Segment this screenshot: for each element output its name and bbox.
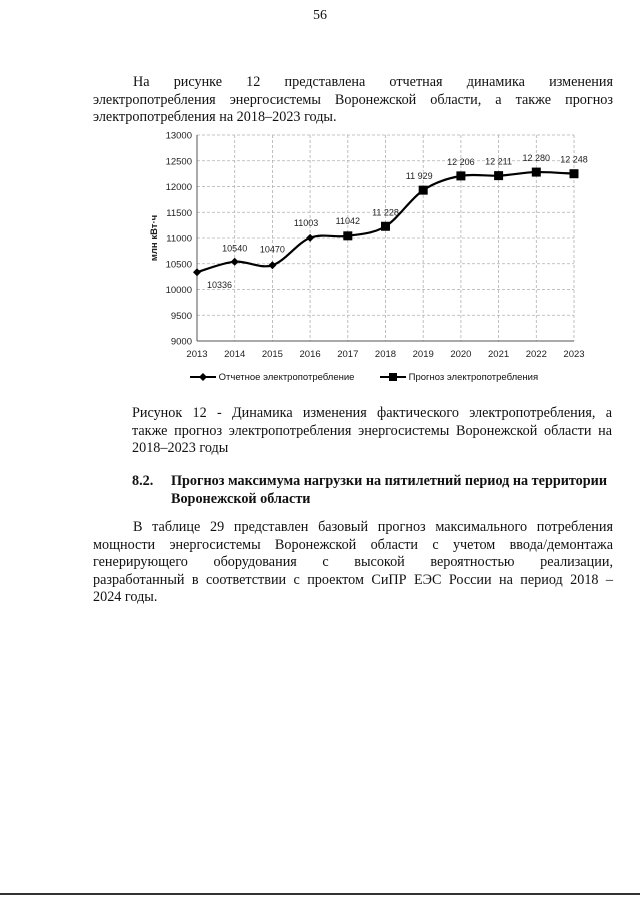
marker-actual-2013 xyxy=(193,268,201,276)
data-label-2022: 12 280 xyxy=(522,153,551,164)
intro-line-3: электропотребления на 2018–2023 годы. xyxy=(93,109,337,125)
x-tick-label: 2018 xyxy=(374,349,397,360)
y-tick-label: 12000 xyxy=(165,182,192,193)
data-label-2018: 11 228 xyxy=(372,207,399,218)
marker-forecast-2019 xyxy=(419,186,428,195)
data-label-2021: 12 211 xyxy=(485,156,513,167)
figure-caption xyxy=(132,405,612,458)
chart-svg xyxy=(150,128,620,373)
chart-legend xyxy=(190,372,610,388)
body-line-1: В таблице 29 представлен базовый прогноз максимального потребления xyxy=(133,519,613,535)
legend-label-forecast: Прогноз электропотребления xyxy=(408,372,539,383)
y-tick-label: 9500 xyxy=(170,310,192,322)
legend-swatch-forecast xyxy=(380,372,406,382)
body-paragraph xyxy=(93,519,613,607)
data-label-2020: 12 206 xyxy=(447,156,475,167)
x-tick-label: 2014 xyxy=(224,349,246,360)
marker-forecast-2017 xyxy=(343,231,352,240)
intro-line-1: На рисунке 12 представлена отчетная динамика изменения xyxy=(133,74,613,90)
marker-forecast-2023 xyxy=(570,169,579,178)
marker-actual-2015 xyxy=(268,261,276,269)
legend-swatch-actual xyxy=(190,372,216,382)
data-label-2023: 12 248 xyxy=(560,154,588,165)
data-label-2016: 11003 xyxy=(293,217,319,228)
marker-actual-2016 xyxy=(306,234,314,242)
section-title: Прогноз максимума нагрузки на пятилетний период на территории Воронежской области xyxy=(171,473,608,507)
caption-line-1: Рисунок 12 - Динамика изменения фактического электропотребления, а xyxy=(132,405,612,421)
y-tick-label: 10000 xyxy=(165,285,192,296)
data-label-2019: 11 929 xyxy=(405,171,433,182)
consumption-chart xyxy=(150,128,620,388)
y-tick-label: 10500 xyxy=(165,259,192,271)
y-tick-label: 12500 xyxy=(165,156,192,168)
body-line-2: мощности энергосистемы Воронежской области с учетом ввода/демонтажа xyxy=(93,536,613,553)
y-tick-label: 11000 xyxy=(166,233,192,245)
page-number: 56 xyxy=(313,8,327,23)
data-label-2017: 11042 xyxy=(335,215,360,226)
x-tick-label: 2021 xyxy=(488,349,510,360)
marker-forecast-2020 xyxy=(456,171,465,180)
bottom-rule xyxy=(0,893,640,895)
x-tick-label: 2017 xyxy=(337,349,359,360)
y-tick-label: 13000 xyxy=(165,130,192,142)
x-tick-label: 2022 xyxy=(525,349,547,360)
body-line-5: 2024 годы. xyxy=(93,589,158,605)
caption-line-3: 2018–2023 годы xyxy=(132,440,229,456)
section-number: 8.2. xyxy=(132,473,154,489)
data-label-2014: 10540 xyxy=(222,243,248,254)
intro-paragraph xyxy=(93,74,613,127)
marker-forecast-2022 xyxy=(532,168,541,177)
legend-item-actual xyxy=(190,372,354,383)
y-tick-label: 9000 xyxy=(170,336,192,348)
intro-line-2: электропотребления энергосистемы Воронежской области, а также прогноз xyxy=(93,91,613,108)
marker-forecast-2018 xyxy=(381,222,390,231)
legend-label-actual: Отчетное электропотребление xyxy=(218,372,355,383)
x-tick-label: 2015 xyxy=(261,349,283,360)
marker-actual-2014 xyxy=(231,258,239,266)
body-line-3: генерирующего оборудования с высокой вероятностью реализации, xyxy=(93,554,613,570)
legend-item-forecast xyxy=(380,372,538,383)
x-tick-label: 2023 xyxy=(563,349,585,360)
body-line-4: разработанный в соответствии с проектом СиПР ЕЭС России на период 2018 – xyxy=(93,571,613,588)
data-label-2013: 10336 xyxy=(207,280,233,291)
x-tick-label: 2019 xyxy=(412,349,434,360)
caption-line-2: также прогноз электропотребления энергосистемы Воронежской области на xyxy=(132,422,612,439)
x-tick-label: 2020 xyxy=(450,349,472,360)
marker-forecast-2021 xyxy=(494,171,503,180)
x-tick-label: 2016 xyxy=(299,349,321,360)
y-axis-label: млн кВт·ч xyxy=(150,214,160,262)
data-label-2015: 10470 xyxy=(259,244,285,255)
x-tick-label: 2013 xyxy=(186,349,208,360)
y-tick-label: 11500 xyxy=(166,207,192,219)
